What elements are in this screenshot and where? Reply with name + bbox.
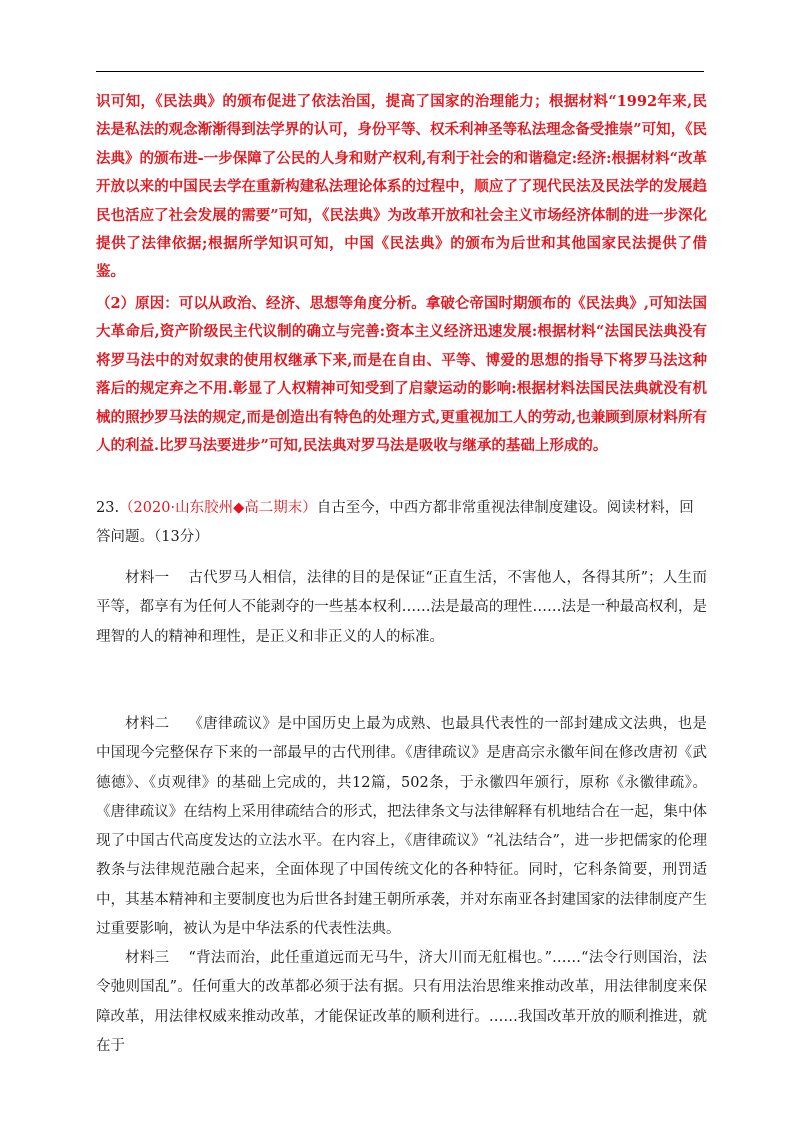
question-prompt: 自古至今，中西方都非常重视法律制度建设。阅读材料，回答问题。（13分） (96, 500, 694, 545)
material-2 (96, 710, 707, 944)
answer-part-2: （2）原因：可以从政治、经济、思想等角度分析。拿破仑帝国时期颁布的《民法典》,可知法国大革命后,资产阶级民主代议制的确立与完善:资本主义经济迅速发展:根据材料“法国民法典没有将罗马法中的对奴隶的使用权继承下来,而是在自由、平等、博爱的思想的指导下将罗马法这种落后的规定弃之不用.彰显了人权精神可知受到了启蒙运动的影响:根据材料法国民法典就没有机械的照抄罗马法的规定,而是创造出有特色的处理方式,更重视加工人的劳动,也兼顾到原材料所有人的利益.比罗马法要进步”可知,民法典对罗马法是吸收与继承的基础上形成的。 (96, 295, 707, 455)
material-2-label: 材料二 (125, 716, 170, 732)
material-3-label: 材料三 (125, 950, 170, 966)
header-rule (96, 71, 704, 72)
answer-part-1: 识可知，《民法典》的颁布促进了依法治国，提高了国家的治理能力；根据材料“1992年来,民法是私法的观念渐渐得到法学界的认可，身份平等、权禾利神圣等私法理念备受推崇”可知，《民法典》的颁布进-一步保障了公民的人身和财产权利,有利于社会的和谐稳定:经济:根据材料“改革开放以来的中国民去学在重新构建私法理论体系的过程中，顺应了了现代民法及民法学的发展趋民也活应了社会发展的需要”可知，《民法典》为改革开放和社会主义市场经济体制的进一步深化提供了法律依据;根据所学知识可知，中国《民法典》的颁布为后世和其他国家民法提供了借鉴。 (96, 93, 707, 281)
material-2-text: 《唐律疏议》是中国历史上最为成熟、也最具代表性的一部封建成文法典，也是中国现今完整保存下来的一部最早的古代刑律。《唐律疏议》是唐高宗永徽年间在修改唐初《武德德》、《贞观律》的基础上完成的，共12篇，502条，于永徽四年颁行，原称《永徽律疏》。《唐律疏议》在结构上采用律疏结合的形式，把法律条文与法律解释有机地结合在一起，集中体现了中国古代高度发达的立法水平。在内容上，《唐律疏议》“礼法结合”，进一步把儒家的伦理教条与法律规范融合起来，全面体现了中国传统文化的各种特征。同时，它科条简要，刑罚适中，其基本精神和主要制度也为后世各封建王朝所承袭，并对东南亚各封建国家的法律制度产生过重要影响，被认为是中华法系的代表性法典。 (96, 716, 708, 938)
material-1-text: 古代罗马人相信，法律的目的是保证“正直生活，不害他人，各得其所”；人生而平等，都享有为任何人不能剥夺的一些基本权利……法是最高的理性……法是一种最高权利，是理智的人的精神和理性，是正义和非正义的人的标准。 (96, 570, 708, 645)
material-1 (96, 564, 707, 652)
question-source-tag: （2020·山东胶州◆高二期末） (119, 500, 317, 516)
material-3-text: “背法而治，此任重道远而无马牛，济大川而无舡楫也。”……“法令行则国治，法令弛则国乱”。任何重大的改革都必须于法有据。只有用法治思维来推动改革，用法律制度来保障改革，用法律权威来推动改革，才能保证改革的顺利进行。……我国改革开放的顺利推进，就在于 (96, 950, 707, 1054)
material-3 (96, 944, 707, 1061)
question-number: 23. (96, 500, 120, 516)
question-23 (96, 494, 707, 552)
material-1-label: 材料一 (125, 570, 170, 586)
